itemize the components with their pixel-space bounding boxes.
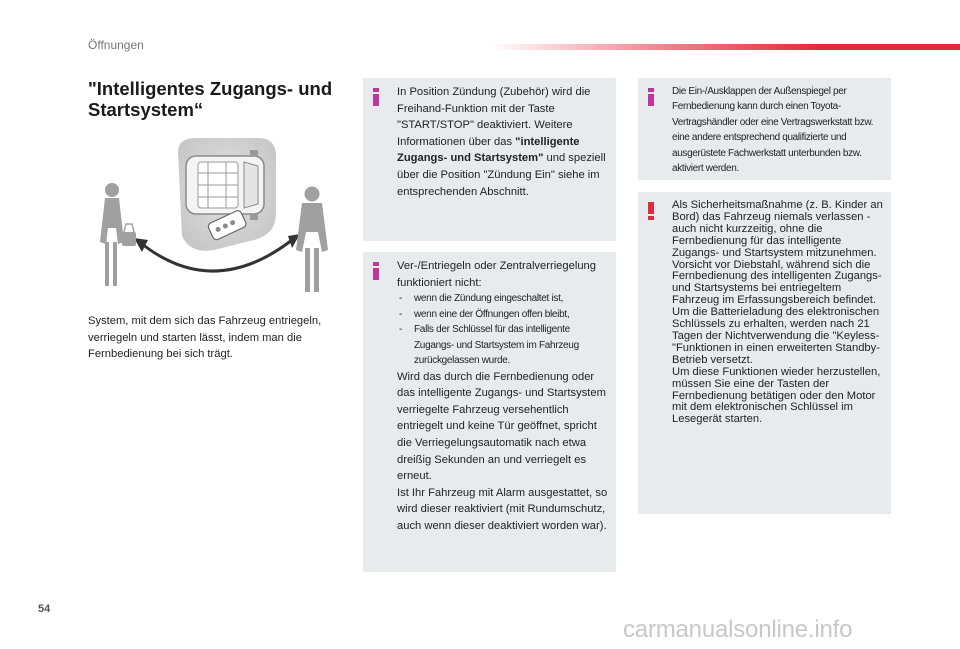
info-box-text [397,258,610,535]
info-icon [373,88,379,106]
list-item: - wenn eine der Öffnungen offen bleibt, [397,307,610,323]
list-item: - Falls der Schlüssel für das intelligente Zugangs- und Startsystem im Fahrzeug zurückgelassen wurde. [397,322,610,369]
page-number: 54 [38,603,51,615]
warning-paragraph: Um diese Funktionen wieder herzustellen, müssen Sie eine der Tasten der Fernbedienung betätigen oder den Motor mit dem elektronischen Schlüssel im Lesegerät starten. [672,365,881,426]
warning-paragraph: Als Sicherheitsmaßnahme (z. B. Kinder an Bord) das Fahrzeug niemals verlassen - auch nicht kurzzeitig, ohne die Fernbedienung für das intelligente Zugangs- und Startsystem mitzunehmen. [672,199,883,259]
warning-icon [648,202,654,220]
intro-text: System, mit dem sich das Fahrzeug entriegeln, verriegeln und starten lässt, indem man die Fernbedienung bei sich trägt. [88,315,322,360]
auto-relock-paragraph: Wird das durch die Fernbedienung oder das intelligente Zugangs- und Startsystem verriegelte Fahrzeug versehentlich entriegelt und keine Tür geöffnet, spricht die Verriegelungsautomatik nach etwa dreißig Sekunden an und verriegelt es erneut. [397,370,606,483]
page-title: "Intelligentes Zugangs- und Startsystem“ [88,78,333,120]
watermark-link[interactable]: carmanualsonline.info [623,616,853,643]
alarm-paragraph: Ist Ihr Fahrzeug mit Alarm ausgestattet, so wird dieser reaktiviert (mit Rundumschutz, auch wenn dieser deaktiviert worden war). [397,486,608,533]
info-box-mirrors [638,78,891,180]
car-top-view-icon [186,150,264,220]
warning-box-text [672,200,885,426]
warning-paragraph: Um die Batterieladung des elektronischen Schlüssels zu erhalten, werden nach 21 Tagen der Nichtverwendung die "Keyless-"Funktionen in einen erweiterten Standby-Betrieb versetzt. [672,306,880,366]
locking-intro: Ver-/Entriegeln oder Zentralverriegelung funktioniert nicht: [397,260,596,289]
info-icon [648,88,654,106]
warning-box-safety [638,192,891,514]
warning-paragraph: Vorsicht vor Diebstahl, während sich die Fernbedienung des intelligenten Zugangs- und Startsystems bei entriegeltem Fahrzeug im Erfassungsbereich befindet. [672,258,882,307]
keyless-zone-illustration [86,132,348,307]
section-header-label: Öffnungen [88,38,144,52]
info-box-text: Die Ein-/Ausklappen der Außenspiegel per Fernbedienung kann durch einen Toyota-Vertragshändler oder eine Vertragswerkstatt bzw. eine andere entsprechend qualifizierte und ausgerüstete Fachwerkstatt unterbunden bzw. aktiviert werden. [672,86,874,175]
info-box-text: In Position Zündung (Zubehör) wird die Freihand-Funktion mit der Taste "START/STOP" deaktiviert. Weitere Informationen über das "intelligente Zugangs- und Startsystem" und speziell über die Position "Zündung Ein" siehe im entsprechenden Abschnitt. [397,86,606,198]
header-accent-bar [490,44,960,50]
man-silhouette-icon [296,187,328,293]
locking-conditions-list [397,291,610,369]
info-box-locking [363,252,616,572]
info-box-ignition [363,78,616,241]
woman-silhouette-icon [100,183,136,286]
info-icon [373,262,379,280]
list-item: - wenn die Zündung eingeschaltet ist, [397,291,610,307]
